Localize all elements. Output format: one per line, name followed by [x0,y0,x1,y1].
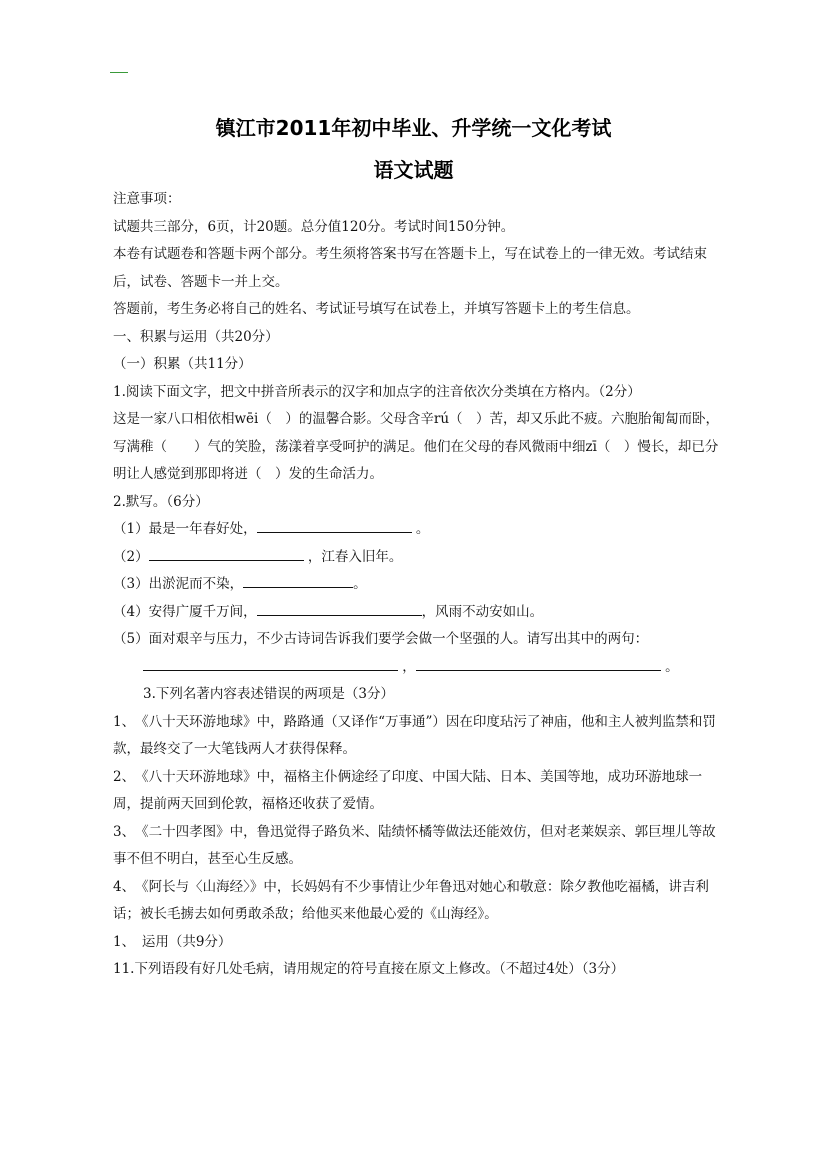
question-3-option-1: 1、 《八十天环游地球》中，路路通（又译作“万事通”）因在印度玷污了神庙，他和主人被判监禁和罚款，最终交了一大笔钱两人才获得保释。 [113,713,716,757]
answer-blank[interactable] [416,655,661,671]
q2-2-suffix: ，江春入旧年。 [303,548,403,565]
section-heading-1: 一、积累与运用（共20分） [113,328,279,345]
subsection-heading-accumulation: （一）积累（共11分） [113,356,252,372]
question-2-intro: 2.默写。（6分） [113,493,209,510]
notice-item-3: 答题前，考生务必将自己的姓名、考试证号填写在试卷上，并填写答题卡上的考生信息。 [113,301,640,317]
question-1-intro: 1.阅读下面文字，把文中拼音所表示的汉字和加点字的注音依次分类填在方格内。（2分） [113,383,641,400]
answer-blank[interactable] [257,517,412,533]
question-2-item-2 [113,544,727,572]
q2-4-prefix: （4）安得广厦千万间， [113,603,257,620]
q2-5-end: 。 [660,658,679,675]
question-2-item-1 [113,516,727,544]
question-2-item-4 [113,599,727,627]
question-2-item-5-answer [113,654,727,682]
question-3-intro: 3.下列名著内容表述错误的两项是（3分） [143,686,394,702]
answer-blank[interactable] [243,572,353,588]
notice-item-2: 本卷有试题卷和答题卡两个部分。考生须将答案书写在答题卡上，写在试卷上的一律无效。考试结束后，试卷、答题卡一并上交。 [113,246,707,290]
question-11-intro: 11.下列语段有好几处毛病，请用规定的符号直接在原文上修改。（不超过4处）（3分） [113,961,625,977]
notice-item-1: 试题共三部分，6页，计20题。总分值120分。考试时间150分钟。 [113,218,515,235]
question-1-text: 这是一家八口相依相wēi（ ）的温馨合影。父母含辛rú（ ）苦，却又乐此不疲。六胞胎匍匐而卧，写满稚（ ）气的笑脸，荡漾着享受呵护的满足。他们在父母的春风微雨中细zī（ ）慢长，却已分明让人感觉到那即将迸（ ）发的生命活力。 [113,411,720,482]
question-2-item-3 [113,571,727,599]
exam-subtitle: 语文试题 [373,158,454,182]
question-3-option-4: 4、 《阿长与〈山海经〉》中，长妈妈有不少事情让少年鲁迅对她心和敬意：除夕教他吃福橘，讲吉利话；被长毛掳去如何勇敢杀敌；给他买来他最心爱的《山海经》。 [113,878,709,922]
q2-3-prefix: （3）出淤泥而不染， [113,576,244,592]
notice-heading: 注意事项： [113,191,181,207]
q2-3-suffix: 。 [353,576,367,592]
q2-2-prefix: （2） [113,548,149,565]
answer-blank[interactable] [257,600,422,616]
exam-body [113,186,727,984]
question-3-option-3: 3、 《二十四孝图》中，鲁迅觉得子路负米、陆绩怀橘等做法还能效仿，但对老莱娱亲、郭巨埋儿等故事不但不明白，甚至心生反感。 [113,823,716,867]
q2-1-prefix: （1）最是一年春好处， [113,521,257,537]
question-2-item-5: （5）面对艰辛与压力，不少古诗词告诉我们要学会做一个坚强的人。请写出其中的两句： [113,631,649,647]
top-mark [110,72,128,73]
question-3-option-2: 2、 《八十天环游地球》中，福格主仆俩途经了印度、中国大陆、日本、美国等地，成功环游地球一周，提前两天回到伦敦，福格还收获了爱情。 [113,768,703,812]
answer-blank[interactable] [143,655,398,671]
subsection-heading-usage: 1、 运用（共9分） [113,933,232,950]
q2-1-suffix: 。 [411,521,430,537]
answer-blank[interactable] [149,545,304,561]
q2-4-suffix: ，风雨不动安如山。 [421,603,544,620]
exam-title: 镇江市2011年初中毕业、升学统一文化考试 [215,116,612,140]
q2-5-separator: ， [398,658,416,675]
